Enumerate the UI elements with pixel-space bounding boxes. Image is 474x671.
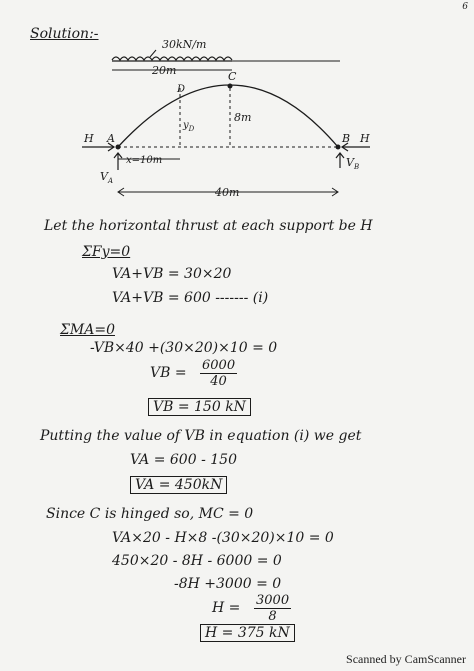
eq6-line: VA×20 - H×8 -(30×20)×10 = 0: [112, 530, 334, 546]
eq8-line: -8H +3000 = 0: [174, 576, 282, 592]
eq9-left: H =: [212, 600, 241, 616]
udl-label: 30kN/m: [162, 38, 207, 51]
h-result-box: H = 375 kN: [200, 624, 295, 642]
putting-line: Putting the value of VB in equation (i) we get: [40, 428, 362, 444]
eq4-left: VB =: [150, 365, 187, 381]
eq2-line: VA+VB = 600 ------- (i): [112, 290, 269, 306]
va-result-box: VA = 450kN: [130, 476, 227, 494]
arch-diagram: [0, 30, 474, 240]
x-dim: x=10m: [126, 155, 163, 166]
point-c: C: [228, 70, 237, 83]
sum-fy-heading: ΣFy=0: [82, 244, 131, 260]
yd-label: $y_D$: [183, 120, 195, 133]
eq7-line: 450×20 - 8H - 6000 = 0: [112, 553, 282, 569]
intro-line: Let the horizontal thrust at each support be H: [44, 218, 373, 234]
va-label: $V_A$: [100, 170, 114, 185]
solution-heading: Solution:-: [30, 26, 99, 42]
rise-label: 8m: [234, 111, 252, 124]
udl-span-label: 20m: [152, 64, 177, 77]
eq1-line: VA+VB = 30×20: [112, 266, 232, 282]
udl-load: [112, 57, 232, 60]
eq3-line: -VB×40 +(30×20)×10 = 0: [90, 340, 278, 356]
sum-ma-heading: ΣMA=0: [60, 322, 115, 338]
h-right: H: [360, 132, 370, 145]
arch-curve: [118, 85, 338, 147]
eq9-fraction: $\frac{3000}{8}$: [256, 593, 290, 624]
page-number: 6: [462, 2, 468, 12]
scanner-footer: Scanned by CamScanner: [346, 652, 466, 666]
point-b: B: [342, 132, 351, 145]
h-left: H: [84, 132, 94, 145]
point-d: D: [177, 84, 186, 95]
vb-label: $V_B$: [346, 156, 360, 171]
span-dim: 40m: [215, 186, 240, 199]
point-a: A: [107, 132, 115, 145]
since-line: Since C is hinged so, MC = 0: [46, 506, 254, 522]
vb-result-box: VB = 150 kN: [148, 398, 251, 416]
eq5-line: VA = 600 - 150: [130, 452, 237, 468]
eq4-fraction: $\frac{6000}{40}$: [202, 358, 236, 389]
